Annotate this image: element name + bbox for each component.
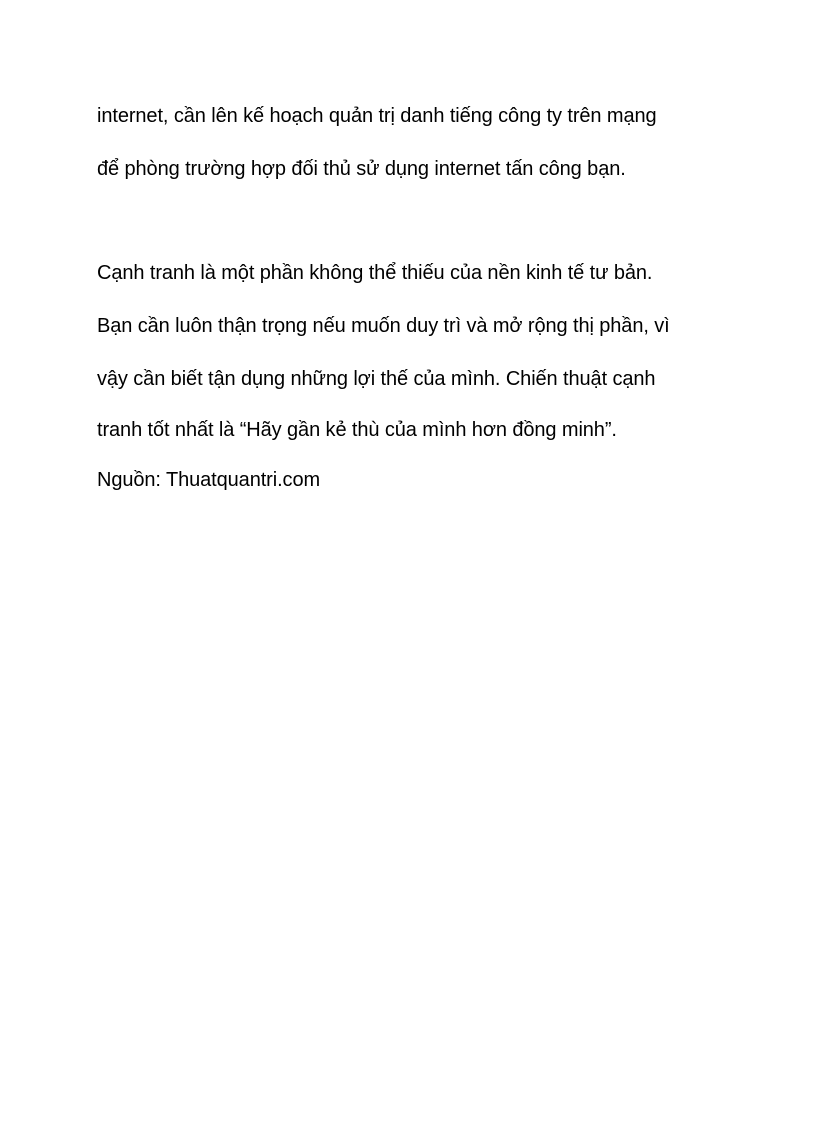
paragraph-2-line-1: Cạnh tranh là một phần không thể thiếu của nền kinh tế tư bản. [97,262,653,284]
source-line: Nguồn: Thuatquantri.com [97,469,321,491]
paragraph-2-line-2: Bạn cần luôn thận trọng nếu muốn duy trì và mở rộng thị phần, vì [97,315,670,337]
paragraph-2-line-3: vậy cần biết tận dụng những lợi thế của mình. Chiến thuật cạnh [97,368,656,390]
paragraph-1-line-1: internet, cần lên kế hoạch quản trị danh tiếng công ty trên mạng [97,105,657,127]
paragraph-1-line-2: để phòng trường hợp đối thủ sử dụng internet tấn công bạn. [97,158,626,180]
paragraph-2-line-4: tranh tốt nhất là “Hãy gần kẻ thù của mình hơn đồng minh”. [97,419,617,441]
